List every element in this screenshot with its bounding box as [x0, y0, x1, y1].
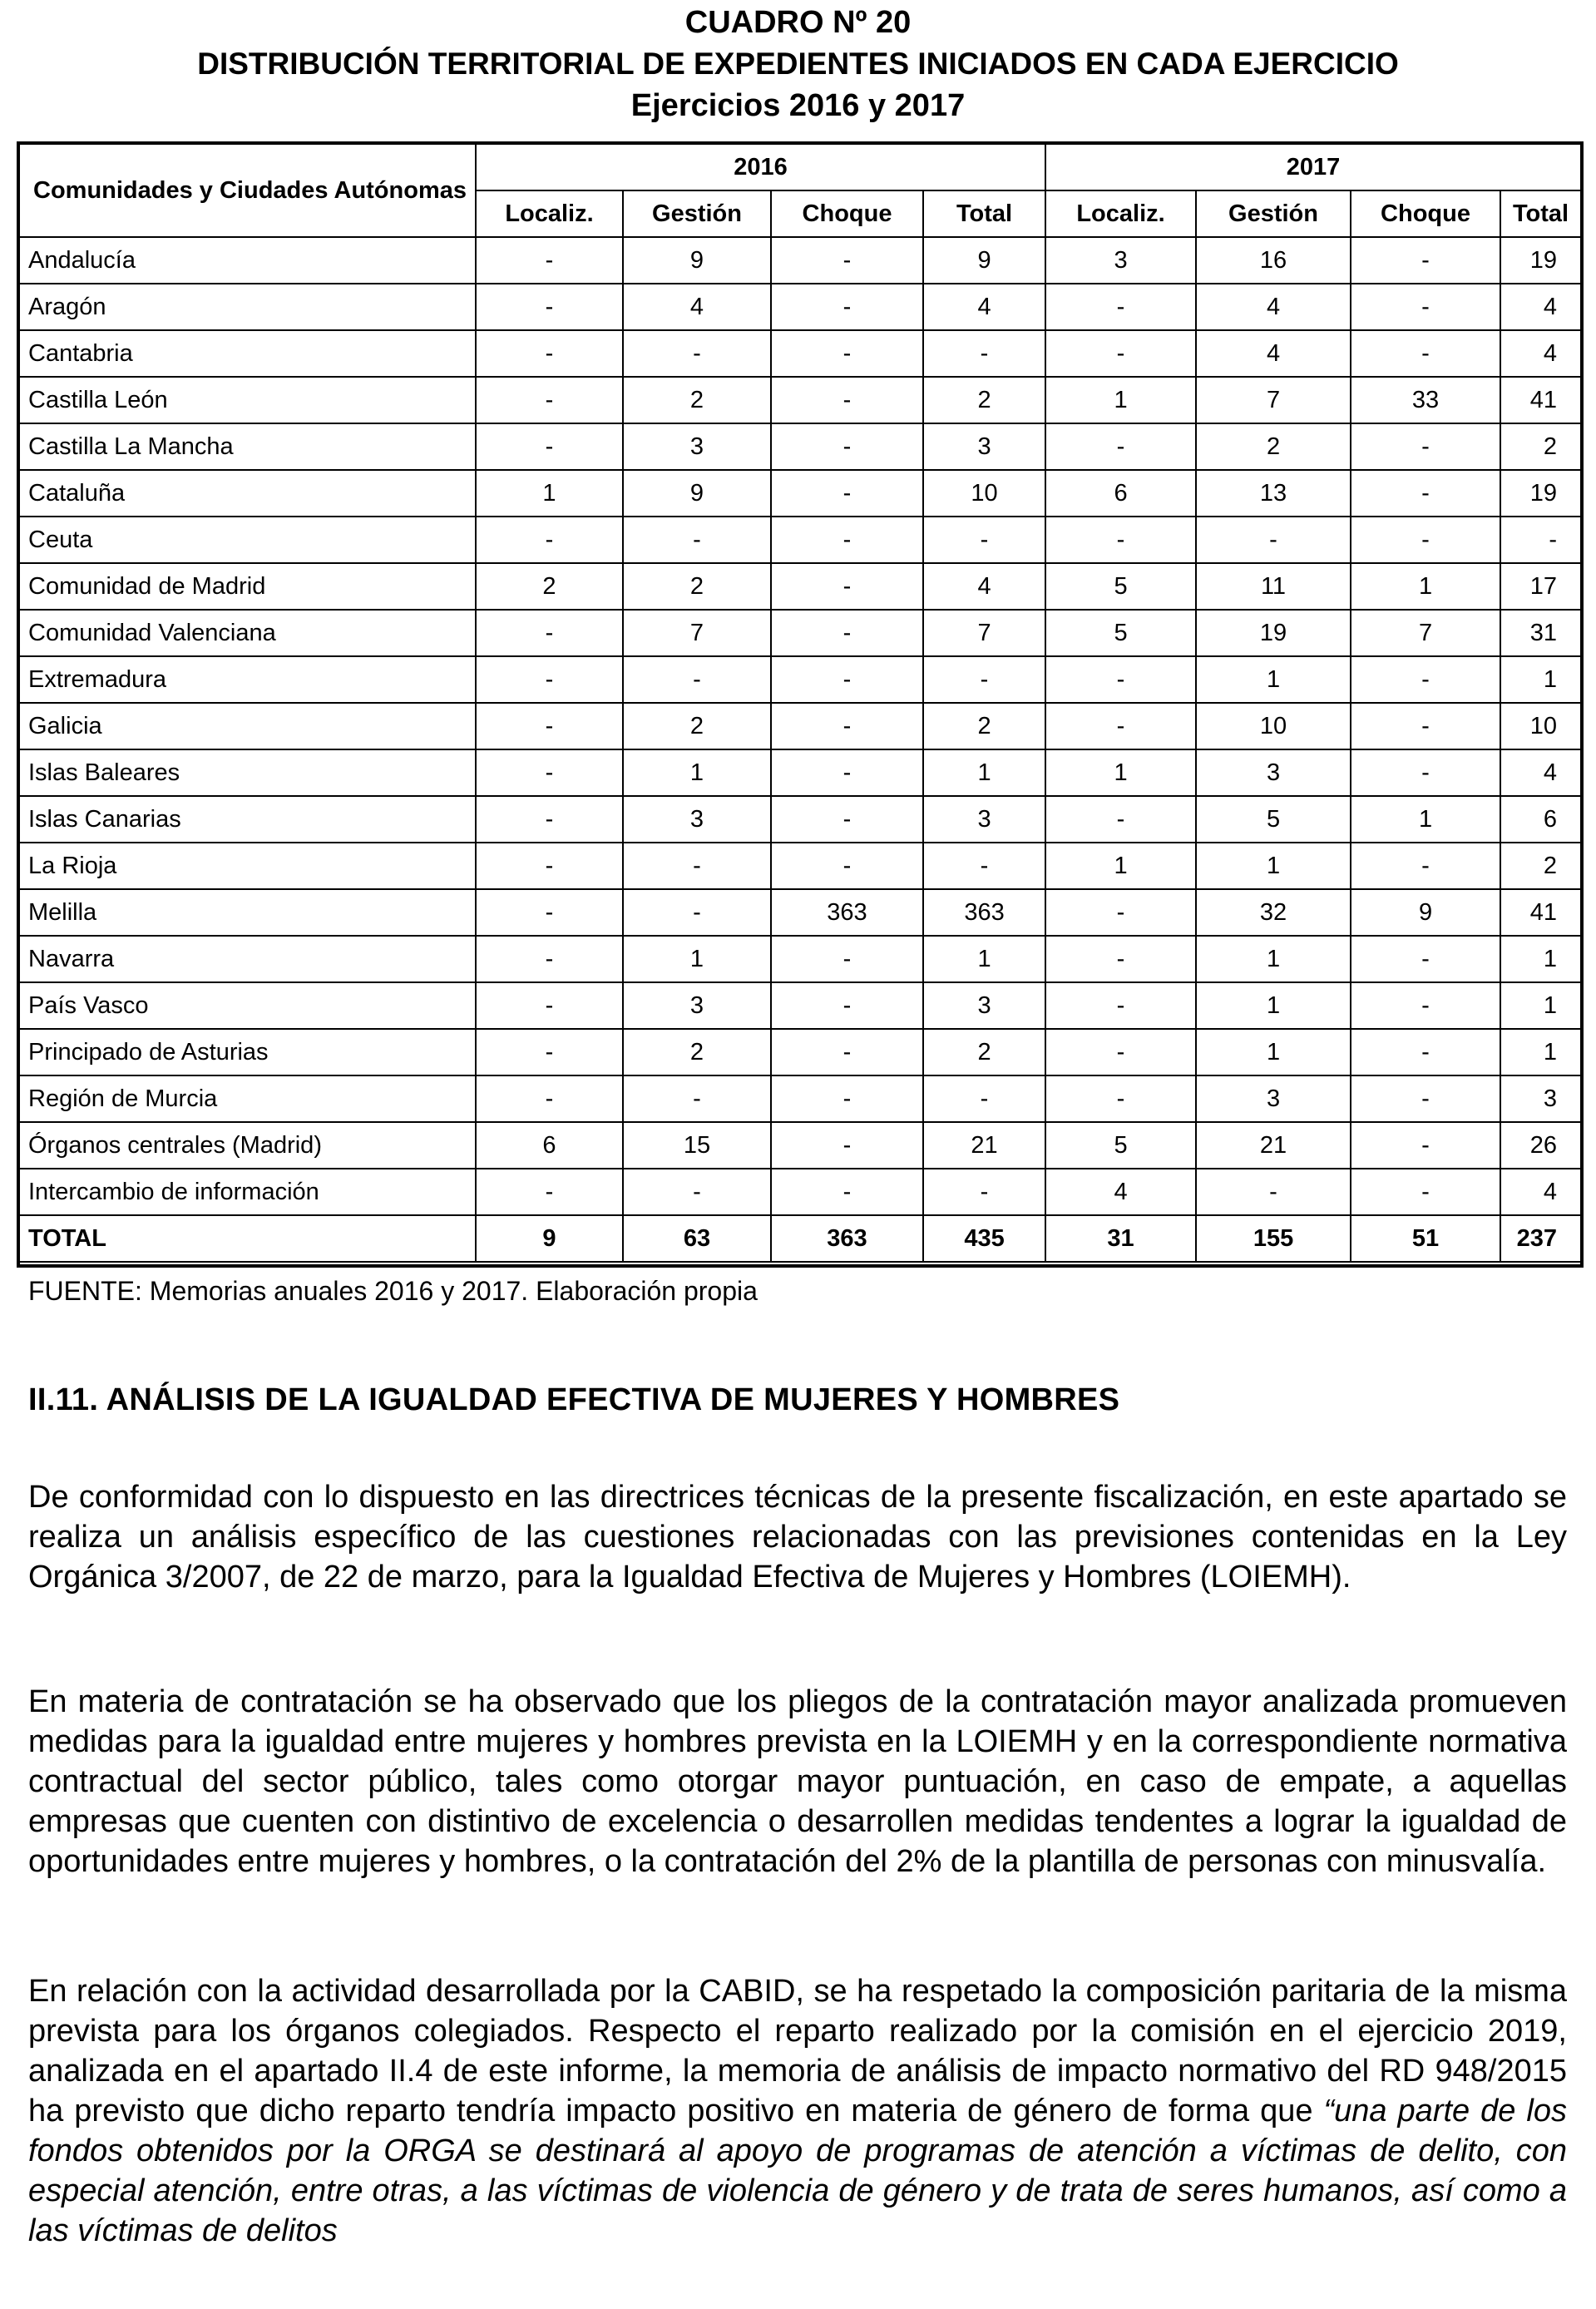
table-cell: - [1351, 237, 1500, 284]
table-cell: 15 [623, 1122, 771, 1169]
table-cell: - [923, 843, 1045, 889]
table-cell: 4 [1500, 749, 1581, 796]
table-cell: 1 [623, 749, 771, 796]
table-cell: - [623, 843, 771, 889]
table-cell: 33 [1351, 377, 1500, 423]
table-cell: - [771, 936, 923, 982]
table-row [17, 1169, 1581, 1215]
region-name: Comunidad Valenciana [17, 610, 476, 656]
table-cell: - [476, 610, 623, 656]
region-name: Comunidad de Madrid [17, 563, 476, 610]
table-cell: - [476, 656, 623, 703]
subheader-localiz: Localiz. [1045, 190, 1196, 237]
table-cell: - [476, 703, 623, 749]
table-row [17, 563, 1581, 610]
region-name: Navarra [17, 936, 476, 982]
table-cell: 1 [1196, 656, 1351, 703]
table-row [17, 284, 1581, 330]
region-name: Cantabria [17, 330, 476, 377]
table-cell: 19 [1500, 237, 1581, 284]
table-cell: 1 [1500, 982, 1581, 1029]
table-cell: 7 [1351, 610, 1500, 656]
table-cell: - [1045, 517, 1196, 563]
table-cell: 63 [623, 1215, 771, 1262]
table-cell: - [1045, 982, 1196, 1029]
table-cell: - [1351, 656, 1500, 703]
region-name: Galicia [17, 703, 476, 749]
table-cell: - [1045, 703, 1196, 749]
table-cell: - [623, 889, 771, 936]
table-cell: - [1045, 1075, 1196, 1122]
region-name: Islas Baleares [17, 749, 476, 796]
table-cell: 1 [1045, 843, 1196, 889]
table-cell: - [1351, 1122, 1500, 1169]
table-row [17, 517, 1581, 563]
table-cell: 19 [1500, 470, 1581, 517]
table-row [17, 843, 1581, 889]
table-cell: - [1045, 936, 1196, 982]
table-cell: - [476, 1169, 623, 1215]
table-cell: 51 [1351, 1215, 1500, 1262]
table-cell: 1 [1045, 749, 1196, 796]
table-cell: 3 [1045, 237, 1196, 284]
table-cell: - [771, 517, 923, 563]
table-cell: - [476, 423, 623, 470]
table-cell: - [623, 656, 771, 703]
table-cell: - [1196, 1169, 1351, 1215]
table-cell: 4 [1196, 330, 1351, 377]
table-cell: - [476, 889, 623, 936]
table-cell: 1 [923, 936, 1045, 982]
region-name: Principado de Asturias [17, 1029, 476, 1075]
table-cell: 7 [623, 610, 771, 656]
table-row [17, 423, 1581, 470]
caption-years: Ejercicios 2016 y 2017 [630, 88, 966, 123]
paragraph-3-quote: “una parte de los fondos obtenidos por la ORGA se destinará al apoyo de programas de atención a víctimas de delito, con especial atención, entre otras, a las víctimas de violencia de género y de trata de seres humanos, así como a las víctimas de delitos [28, 2094, 1568, 2248]
table-cell: - [771, 423, 923, 470]
region-name: La Rioja [17, 843, 476, 889]
table-cell: - [623, 1169, 771, 1215]
table-cell: 3 [923, 982, 1045, 1029]
table-row [17, 656, 1581, 703]
table-cell: - [623, 330, 771, 377]
table-cell: 363 [771, 889, 923, 936]
table-cell: 5 [1045, 610, 1196, 656]
table-cell: - [771, 843, 923, 889]
table-cell: 1 [1500, 1029, 1581, 1075]
table-cell: - [771, 703, 923, 749]
year-header-2017: 2017 [1045, 144, 1581, 190]
table-cell: - [1500, 517, 1581, 563]
table-cell: 6 [1045, 470, 1196, 517]
region-name: Aragón [17, 284, 476, 330]
table-cell: - [476, 284, 623, 330]
table-cell: 2 [623, 703, 771, 749]
region-name: Andalucía [17, 237, 476, 284]
subheader-choque: Choque [771, 190, 923, 237]
table-cell: 13 [1196, 470, 1351, 517]
table-cell: 7 [1196, 377, 1351, 423]
region-name: Melilla [17, 889, 476, 936]
table-cell: 435 [923, 1215, 1045, 1262]
table-body [17, 237, 1581, 1262]
table-cell: 1 [476, 470, 623, 517]
table-cell: - [1351, 284, 1500, 330]
table-caption [0, 2, 1596, 126]
table-cell: - [1045, 796, 1196, 843]
table-cell: - [1045, 656, 1196, 703]
table-cell: 5 [1045, 1122, 1196, 1169]
table-cell: 237 [1500, 1215, 1581, 1262]
table-row [17, 237, 1581, 284]
table-cell: 1 [1196, 982, 1351, 1029]
table-cell: - [1351, 982, 1500, 1029]
paragraph-3 [28, 1971, 1567, 2251]
table-row [17, 1122, 1581, 1169]
table-cell: 31 [1500, 610, 1581, 656]
table-cell: 9 [623, 237, 771, 284]
table-cell: 10 [1500, 703, 1581, 749]
table-cell: - [476, 1075, 623, 1122]
table-cell: - [771, 796, 923, 843]
caption-number: CUADRO Nº 20 [684, 5, 912, 40]
table-cell: 4 [1500, 1169, 1581, 1215]
table-cell: 3 [923, 423, 1045, 470]
table-cell: - [1045, 284, 1196, 330]
total-label: TOTAL [17, 1215, 476, 1262]
table-cell: 1 [1196, 1029, 1351, 1075]
table-row [17, 470, 1581, 517]
table-cell: - [771, 1122, 923, 1169]
table-cell: - [1351, 843, 1500, 889]
table-cell: - [1045, 1029, 1196, 1075]
table-cell: - [1196, 517, 1351, 563]
table-row [17, 982, 1581, 1029]
table-cell: 10 [923, 470, 1045, 517]
table-cell: 2 [1196, 423, 1351, 470]
table-cell: - [1351, 1029, 1500, 1075]
table-cell: 1 [1500, 936, 1581, 982]
table-row [17, 703, 1581, 749]
table-cell: 6 [1500, 796, 1581, 843]
table-cell: - [923, 656, 1045, 703]
table-row [17, 749, 1581, 796]
table-cell: 2 [623, 377, 771, 423]
table-cell: 2 [923, 377, 1045, 423]
table-cell: 21 [1196, 1122, 1351, 1169]
table-row [17, 936, 1581, 982]
table-cell: 1 [623, 936, 771, 982]
table-cell: 41 [1500, 377, 1581, 423]
subheader-localiz: Localiz. [476, 190, 623, 237]
table-cell: 4 [623, 284, 771, 330]
region-name: Región de Murcia [17, 1075, 476, 1122]
table-cell: 3 [1196, 1075, 1351, 1122]
table-cell: - [1351, 330, 1500, 377]
table-cell: - [476, 237, 623, 284]
table-cell: 31 [1045, 1215, 1196, 1262]
table-cell: - [1351, 470, 1500, 517]
table-cell: 2 [476, 563, 623, 610]
table-cell: - [1351, 749, 1500, 796]
region-name: Extremadura [17, 656, 476, 703]
table-row [17, 889, 1581, 936]
distribution-table [17, 143, 1582, 1263]
table-cell: 2 [623, 1029, 771, 1075]
table-cell: - [1045, 423, 1196, 470]
table-cell: 5 [1045, 563, 1196, 610]
table-row [17, 610, 1581, 656]
region-name: Órganos centrales (Madrid) [17, 1122, 476, 1169]
table-cell: 363 [923, 889, 1045, 936]
table-cell: - [476, 330, 623, 377]
table-cell: - [623, 1075, 771, 1122]
table-cell: 363 [771, 1215, 923, 1262]
table-cell: - [476, 749, 623, 796]
table-cell: 4 [923, 284, 1045, 330]
table-cell: 2 [923, 1029, 1045, 1075]
table-cell: - [476, 982, 623, 1029]
table-cell: 32 [1196, 889, 1351, 936]
table-cell: - [1045, 889, 1196, 936]
table-cell: - [476, 1029, 623, 1075]
table-cell: 1 [1351, 563, 1500, 610]
table-cell: 1 [1196, 936, 1351, 982]
table-cell: 7 [923, 610, 1045, 656]
table-cell: 6 [476, 1122, 623, 1169]
table-cell: 41 [1500, 889, 1581, 936]
table-cell: 3 [623, 796, 771, 843]
table-cell: 4 [1500, 284, 1581, 330]
table-cell: 4 [1500, 330, 1581, 377]
table-cell: - [771, 610, 923, 656]
table-cell: 3 [623, 423, 771, 470]
table-cell: 4 [1045, 1169, 1196, 1215]
table-cell: - [923, 1075, 1045, 1122]
table-cell: - [1351, 936, 1500, 982]
table-cell: 1 [1351, 796, 1500, 843]
table-cell: 1 [1196, 843, 1351, 889]
table-cell: 3 [1196, 749, 1351, 796]
table-cell: - [476, 517, 623, 563]
subheader-gestion: Gestión [1196, 190, 1351, 237]
table-cell: - [1351, 517, 1500, 563]
table-cell: - [1351, 423, 1500, 470]
region-name: Islas Canarias [17, 796, 476, 843]
total-row [17, 1215, 1581, 1262]
table-cell: 9 [923, 237, 1045, 284]
table-cell: 1 [923, 749, 1045, 796]
paragraph-3-text: En relación con la actividad desarrollada por la CABID, se ha respetado la composición paritaria de la misma prevista para los órganos colegiados. Respecto el reparto realizado por la comisión en el ejercicio 2019, analizada en el apartado II.4 de este informe, la memoria de análisis de impacto normativo del RD 948/2015 ha previsto que dicho reparto tendría impacto positivo en materia de género de forma que [28, 1974, 1567, 2129]
table-row [17, 377, 1581, 423]
region-name: Ceuta [17, 517, 476, 563]
table-cell: 9 [1351, 889, 1500, 936]
table-cell: - [476, 843, 623, 889]
table-cell: - [476, 936, 623, 982]
table-cell: 2 [923, 703, 1045, 749]
table-row [17, 1029, 1581, 1075]
table-cell: - [771, 749, 923, 796]
table-cell: 2 [1500, 843, 1581, 889]
table-cell: - [923, 517, 1045, 563]
table-cell: 3 [623, 982, 771, 1029]
subheader-choque: Choque [1351, 190, 1500, 237]
table-cell: - [476, 377, 623, 423]
table-cell: - [771, 1029, 923, 1075]
subheader-gestion: Gestión [623, 190, 771, 237]
region-column-header: Comunidades y Ciudades Autónomas [17, 144, 476, 237]
table-cell: - [771, 284, 923, 330]
table-cell: 9 [623, 470, 771, 517]
table-cell: - [771, 1075, 923, 1122]
region-name: Intercambio de información [17, 1169, 476, 1215]
table-cell: - [771, 1169, 923, 1215]
table-cell: 21 [923, 1122, 1045, 1169]
table-cell: 4 [1196, 284, 1351, 330]
source-note: FUENTE: Memorias anuales 2016 y 2017. Elaboración propia [28, 1276, 758, 1306]
table-cell: 26 [1500, 1122, 1581, 1169]
table-row [17, 1075, 1581, 1122]
table-cell: 5 [1196, 796, 1351, 843]
table-cell: - [1351, 703, 1500, 749]
section-heading: II.11. ANÁLISIS DE LA IGUALDAD EFECTIVA DE MUJERES Y HOMBRES [28, 1382, 1120, 1417]
table-cell: - [771, 237, 923, 284]
table-cell: 2 [623, 563, 771, 610]
year-header-2016: 2016 [476, 144, 1045, 190]
table-cell: - [923, 330, 1045, 377]
table-row [17, 330, 1581, 377]
subheader-total: Total [1500, 190, 1581, 237]
table-cell: 1 [1045, 377, 1196, 423]
table-cell: - [771, 330, 923, 377]
table-cell: - [1045, 330, 1196, 377]
table-cell: 2 [1500, 423, 1581, 470]
paragraph-1: De conformidad con lo dispuesto en las directrices técnicas de la presente fiscalización, en este apartado se realiza un análisis específico de las cuestiones relacionadas con las previsiones contenidas en la Ley Orgánica 3/2007, de 22 de marzo, para la Igualdad Efectiva de Mujeres y Hombres (LOIEMH). [28, 1480, 1567, 1595]
region-name: Castilla La Mancha [17, 423, 476, 470]
table-cell: 16 [1196, 237, 1351, 284]
table-cell: - [923, 1169, 1045, 1215]
table-cell: 19 [1196, 610, 1351, 656]
table-cell: - [771, 982, 923, 1029]
caption-title: DISTRIBUCIÓN TERRITORIAL DE EXPEDIENTES INICIADOS EN CADA EJERCICIO [197, 47, 1399, 81]
region-name: País Vasco [17, 982, 476, 1029]
table-cell: - [771, 470, 923, 517]
table-cell: - [476, 796, 623, 843]
table-cell: 11 [1196, 563, 1351, 610]
table-cell: - [771, 563, 923, 610]
region-name: Castilla León [17, 377, 476, 423]
table-row [17, 796, 1581, 843]
table-cell: 4 [923, 563, 1045, 610]
table-cell: 3 [923, 796, 1045, 843]
table-cell: - [623, 517, 771, 563]
table-cell: - [771, 377, 923, 423]
table-cell: 17 [1500, 563, 1581, 610]
table-cell: 155 [1196, 1215, 1351, 1262]
subheader-total: Total [923, 190, 1045, 237]
table-cell: 9 [476, 1215, 623, 1262]
table-cell: 1 [1500, 656, 1581, 703]
region-name: Cataluña [17, 470, 476, 517]
table-cell: - [1351, 1169, 1500, 1215]
table-cell: - [1351, 1075, 1500, 1122]
paragraph-2: En materia de contratación se ha observado que los pliegos de la contratación mayor analizada promueven medidas para la igualdad entre mujeres y hombres prevista en la LOIEMH y en la correspondiente normativa contractual del sector público, tales como otorgar mayor puntuación, en caso de empate, a aquellas empresas que cuenten con distintivo de excelencia o desarrollen medidas tendentes a lograr la igualdad de oportunidades entre mujeres y hombres, o la contratación del 2% de la plantilla de personas con minusvalía. [28, 1684, 1567, 1879]
table-cell: - [771, 656, 923, 703]
table-cell: 10 [1196, 703, 1351, 749]
table-cell: 3 [1500, 1075, 1581, 1122]
